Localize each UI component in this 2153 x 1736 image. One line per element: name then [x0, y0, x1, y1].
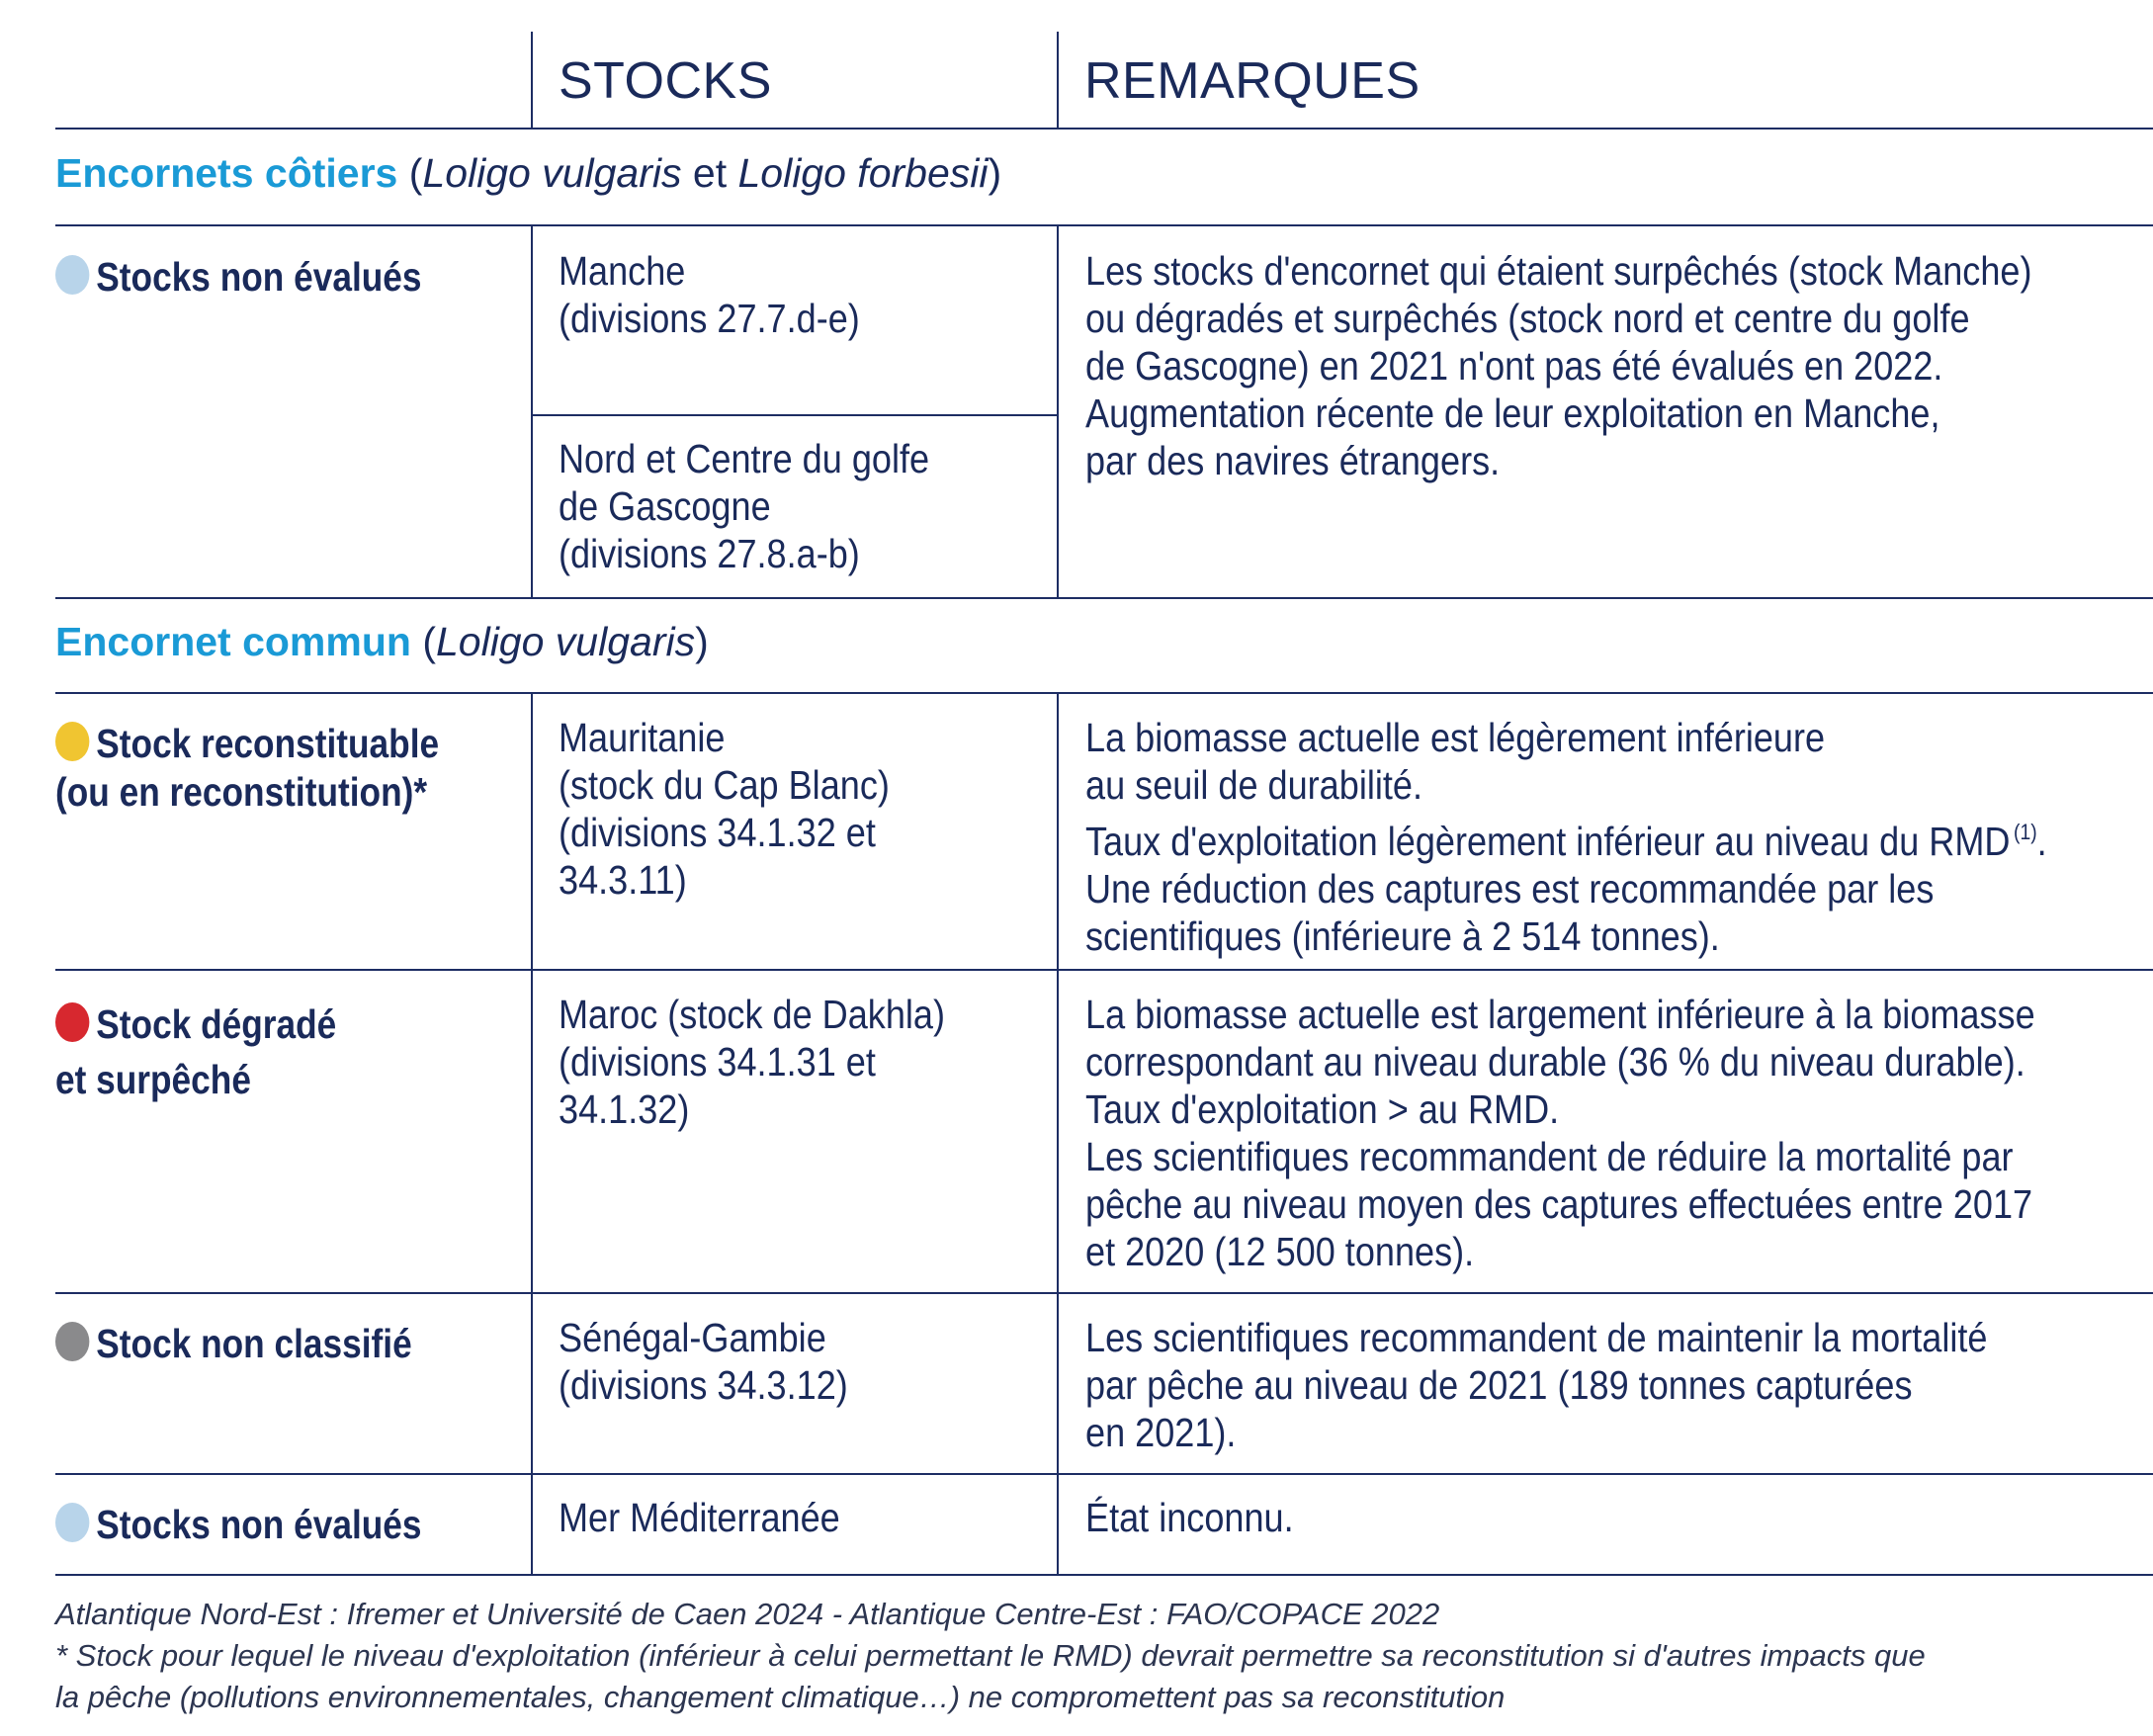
column-divider — [531, 32, 533, 129]
cell-rule — [531, 414, 1059, 416]
remark-cell: Les stocks d'encornet qui étaient surpêchés (stock Manche) ou dégradés et surpêchés (stock nord et centre du golfe de Gascogne) en 2021 n'ont pas été évalués en 2022. Augmentation récente de leur exploitation en Manche, par des navires étrangers. — [1085, 248, 2032, 483]
section-rule — [55, 692, 2153, 694]
stock-cell: Mauritanie (stock du Cap Blanc) (divisions 34.1.32 et 34.3.11) — [559, 715, 890, 903]
header-remarques: REMARQUES — [1084, 52, 1421, 110]
header-stocks: STOCKS — [559, 52, 772, 110]
status-label: Stock non classifié — [55, 1320, 412, 1368]
section-rule — [55, 597, 2153, 599]
stock-cell: Sénégal-Gambie (divisions 34.3.12) — [559, 1315, 848, 1408]
footnote-ref: (1) — [2014, 820, 2037, 844]
section-conjunction: et — [681, 150, 738, 196]
stock-cell: Mer Méditerranée — [559, 1495, 840, 1540]
status-label: Stock dégradé et surpêché — [55, 1001, 337, 1102]
header-rule — [55, 128, 2153, 130]
remark-cell: La biomasse actuelle est légèrement inférieure au seuil de durabilité. Taux d'exploitation légèrement inférieur au niveau du RMD $^{(1)}$. Une réduction des captures est recommandée par les scientifiques (inférieure à 2 514 tonnes). — [1085, 715, 2047, 959]
status-label: Stocks non évalués — [55, 1501, 422, 1549]
row-rule — [55, 1292, 2153, 1294]
section-title — [55, 150, 1001, 197]
remark-cell: État inconnu. — [1085, 1495, 1294, 1540]
section-paren: ) — [988, 150, 1002, 196]
stock-cell: Manche (divisions 27.7.d-e) — [559, 248, 860, 341]
status-dot-icon — [55, 1503, 89, 1542]
section-common-name: Encornet commun — [55, 619, 411, 664]
stock-cell: Nord et Centre du golfe de Gascogne (divisions 27.8.a-b) — [559, 436, 930, 576]
status-label: Stock reconstituable (ou en reconstitution)* — [55, 721, 440, 815]
status-label: Stocks non évalués — [55, 253, 422, 302]
column-divider — [1057, 693, 1059, 1576]
section-paren: ( — [410, 619, 436, 664]
section-paren: ) — [695, 619, 709, 664]
column-divider — [531, 225, 533, 598]
section-scientific-name: Loligo vulgaris — [422, 150, 682, 196]
section-title — [55, 619, 709, 665]
status-dot-icon — [55, 1322, 89, 1361]
section-common-name: Encornets côtiers — [55, 150, 398, 196]
status-dot-icon — [55, 722, 89, 761]
section-paren: ( — [397, 150, 423, 196]
section-scientific-name: Loligo forbesii — [737, 150, 989, 196]
column-divider — [1057, 225, 1059, 598]
column-divider — [531, 693, 533, 1576]
status-dot-icon — [55, 255, 89, 295]
table-bottom-rule — [55, 1574, 2153, 1576]
row-rule — [55, 1473, 2153, 1475]
row-rule — [55, 969, 2153, 971]
remark-cell: Les scientifiques recommandent de maintenir la mortalité par pêche au niveau de 2021 (189 tonnes capturées en 2021). — [1085, 1315, 1988, 1455]
source-footnote: Atlantique Nord-Est : Ifremer et Université de Caen 2024 - Atlantique Centre-Est : FAO/COPACE 2022 * Stock pour lequel le niveau d'exploitation (inférieur à celui permettant le RMD) devrait permettre sa reconstitution si d'autres impacts que la pêche (pollutions environnementales, changement climatique…) ne compromettent pas sa reconstitution — [55, 1597, 1926, 1714]
stock-cell: Maroc (stock de Dakhla) (divisions 34.1.31 et 34.1.32) — [559, 992, 946, 1132]
status-dot-icon — [55, 1002, 89, 1042]
section-rule — [55, 224, 2153, 226]
column-divider — [1057, 32, 1059, 129]
section-scientific-name: Loligo vulgaris — [435, 619, 696, 664]
remark-cell: La biomasse actuelle est largement inférieure à la biomasse correspondant au niveau durable (36 % du niveau durable). Taux d'exploitation > au RMD. Les scientifiques recommandent de réduire la mortalité par pêche au niveau moyen des captures effectuées entre 2017 et 2020 (12 500 tonnes). — [1085, 992, 2035, 1274]
